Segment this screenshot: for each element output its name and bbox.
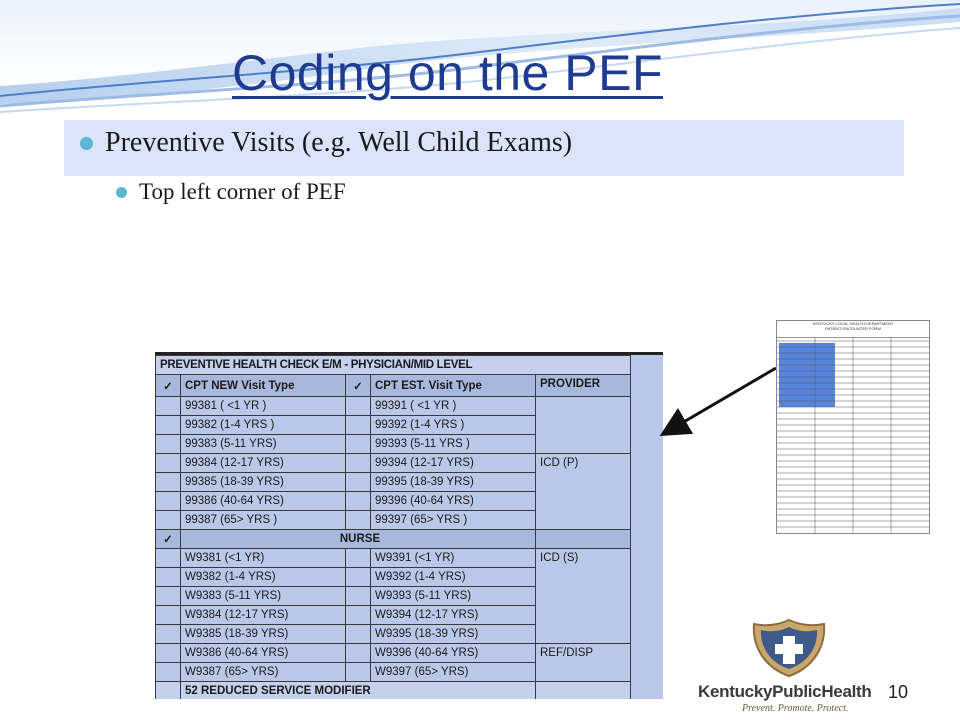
slide-title: Coding on the PEF [232,45,663,101]
checkbox-cell [346,587,371,606]
checkbox-cell [156,625,181,644]
checkbox-cell [346,549,371,568]
checkbox-cell [346,663,371,682]
checkbox-cell [156,492,181,511]
table-cell: 99383 (5-11 YRS) [181,435,346,454]
table-cell: W9395 (18-39 YRS) [371,625,536,644]
table-cell: W9383 (5-11 YRS) [181,587,346,606]
table-cell: W9397 (65> YRS) [371,663,536,682]
checkbox-cell [346,511,371,530]
table-cell: 99395 (18-39 YRS) [371,473,536,492]
checkbox-cell [346,416,371,435]
checkbox-cell [346,644,371,663]
table-cell: 99385 (18-39 YRS) [181,473,346,492]
checkbox-cell [346,397,371,416]
checkbox-cell [156,568,181,587]
table-cell: 99387 (65> YRS ) [181,511,346,530]
logo-name: KentuckyPublicHealth [698,682,872,701]
checkbox-cell [156,682,181,700]
thumbnail-header [777,321,929,338]
table-cell: W9382 (1-4 YRS) [181,568,346,587]
table-cell: W9394 (12-17 YRS) [371,606,536,625]
nurse-header: NURSE [181,530,536,549]
table-cell: W9391 (<1 YR) [371,549,536,568]
table-cell: 99397 (65> YRS ) [371,511,536,530]
table-cell: W9385 (18-39 YRS) [181,625,346,644]
table-cell: 99393 (5-11 YRS ) [371,435,536,454]
checkbox-cell [156,644,181,663]
table-cell: W9381 (<1 YR) [181,549,346,568]
table-cell: 99386 (40-64 YRS) [181,492,346,511]
pef-table-excerpt [155,352,663,699]
checkbox-cell [156,473,181,492]
table-cell: 99396 (40-64 YRS) [371,492,536,511]
icd-s-cell: ICD (S) [536,549,631,644]
checkbox-cell [346,625,371,644]
modifier-row: 52 REDUCED SERVICE MODIFIER [181,682,536,700]
pef-table [155,355,631,699]
checkbox-cell [346,473,371,492]
pointer-arrow-icon [660,360,780,440]
checkbox-cell [346,568,371,587]
pef-section-title: PREVENTIVE HEALTH CHECK E/M - PHYSICIAN/MID LEVEL [156,356,631,375]
pef-form-thumbnail [776,320,930,534]
bullet-level-1-text: Preventive Visits (e.g. Well Child Exams) [105,127,573,158]
col-est-header: CPT EST. Visit Type [371,375,536,397]
checkbox-cell [156,587,181,606]
table-cell: W9386 (40-64 YRS) [181,644,346,663]
ref-disp-cell: REF/DISP [536,644,631,682]
checkbox-cell [346,606,371,625]
table-cell: W9387 (65> YRS) [181,663,346,682]
table-cell: W9392 (1-4 YRS) [371,568,536,587]
table-cell: 99384 (12-17 YRS) [181,454,346,473]
check-header: ✓ [156,530,181,549]
table-cell: 99391 ( <1 YR ) [371,397,536,416]
checkbox-cell [156,663,181,682]
checkbox-cell [156,454,181,473]
thumbnail-form-lines [777,337,929,533]
checkbox-cell [346,435,371,454]
bullet-level-1 [80,127,572,159]
checkbox-cell [156,511,181,530]
checkbox-cell [156,435,181,454]
col-provider-header: PROVIDER [536,375,631,397]
table-cell: 99392 (1-4 YRS ) [371,416,536,435]
thumbnail-header-line-2: PATIENT ENCOUNTER FORM [825,326,881,331]
checkbox-cell [346,454,371,473]
table-cell: 99382 (1-4 YRS ) [181,416,346,435]
kentucky-public-health-logo [692,618,892,718]
checkbox-cell [156,606,181,625]
nurse-header-blank [536,530,631,549]
col-new-header: CPT NEW Visit Type [181,375,346,397]
logo-tagline: Prevent. Promote. Protect. [742,703,849,714]
bullet-level-2-text: Top left corner of PEF [139,179,346,204]
bullet-dot-icon [80,137,93,150]
table-cell: W9384 (12-17 YRS) [181,606,346,625]
table-cell: W9396 (40-64 YRS) [371,644,536,663]
check-header: ✓ [156,375,181,397]
thumbnail-header-line-1: KENTUCKY LOCAL HEALTH DEPARTMENT [812,321,894,326]
provider-cell [536,397,631,454]
checkbox-cell [156,416,181,435]
check-header: ✓ [346,375,371,397]
table-cell: 99381 ( <1 YR ) [181,397,346,416]
checkbox-cell [156,397,181,416]
page-number: 10 [888,682,909,702]
modifier-blank [536,682,631,700]
shield-cross-icon [750,618,828,678]
icd-p-cell: ICD (P) [536,454,631,530]
bullet-level-2 [116,179,346,205]
checkbox-cell [156,549,181,568]
table-cell: 99394 (12-17 YRS) [371,454,536,473]
bullet-dot-icon [116,187,127,198]
checkbox-cell [346,492,371,511]
table-cell: W9393 (5-11 YRS) [371,587,536,606]
